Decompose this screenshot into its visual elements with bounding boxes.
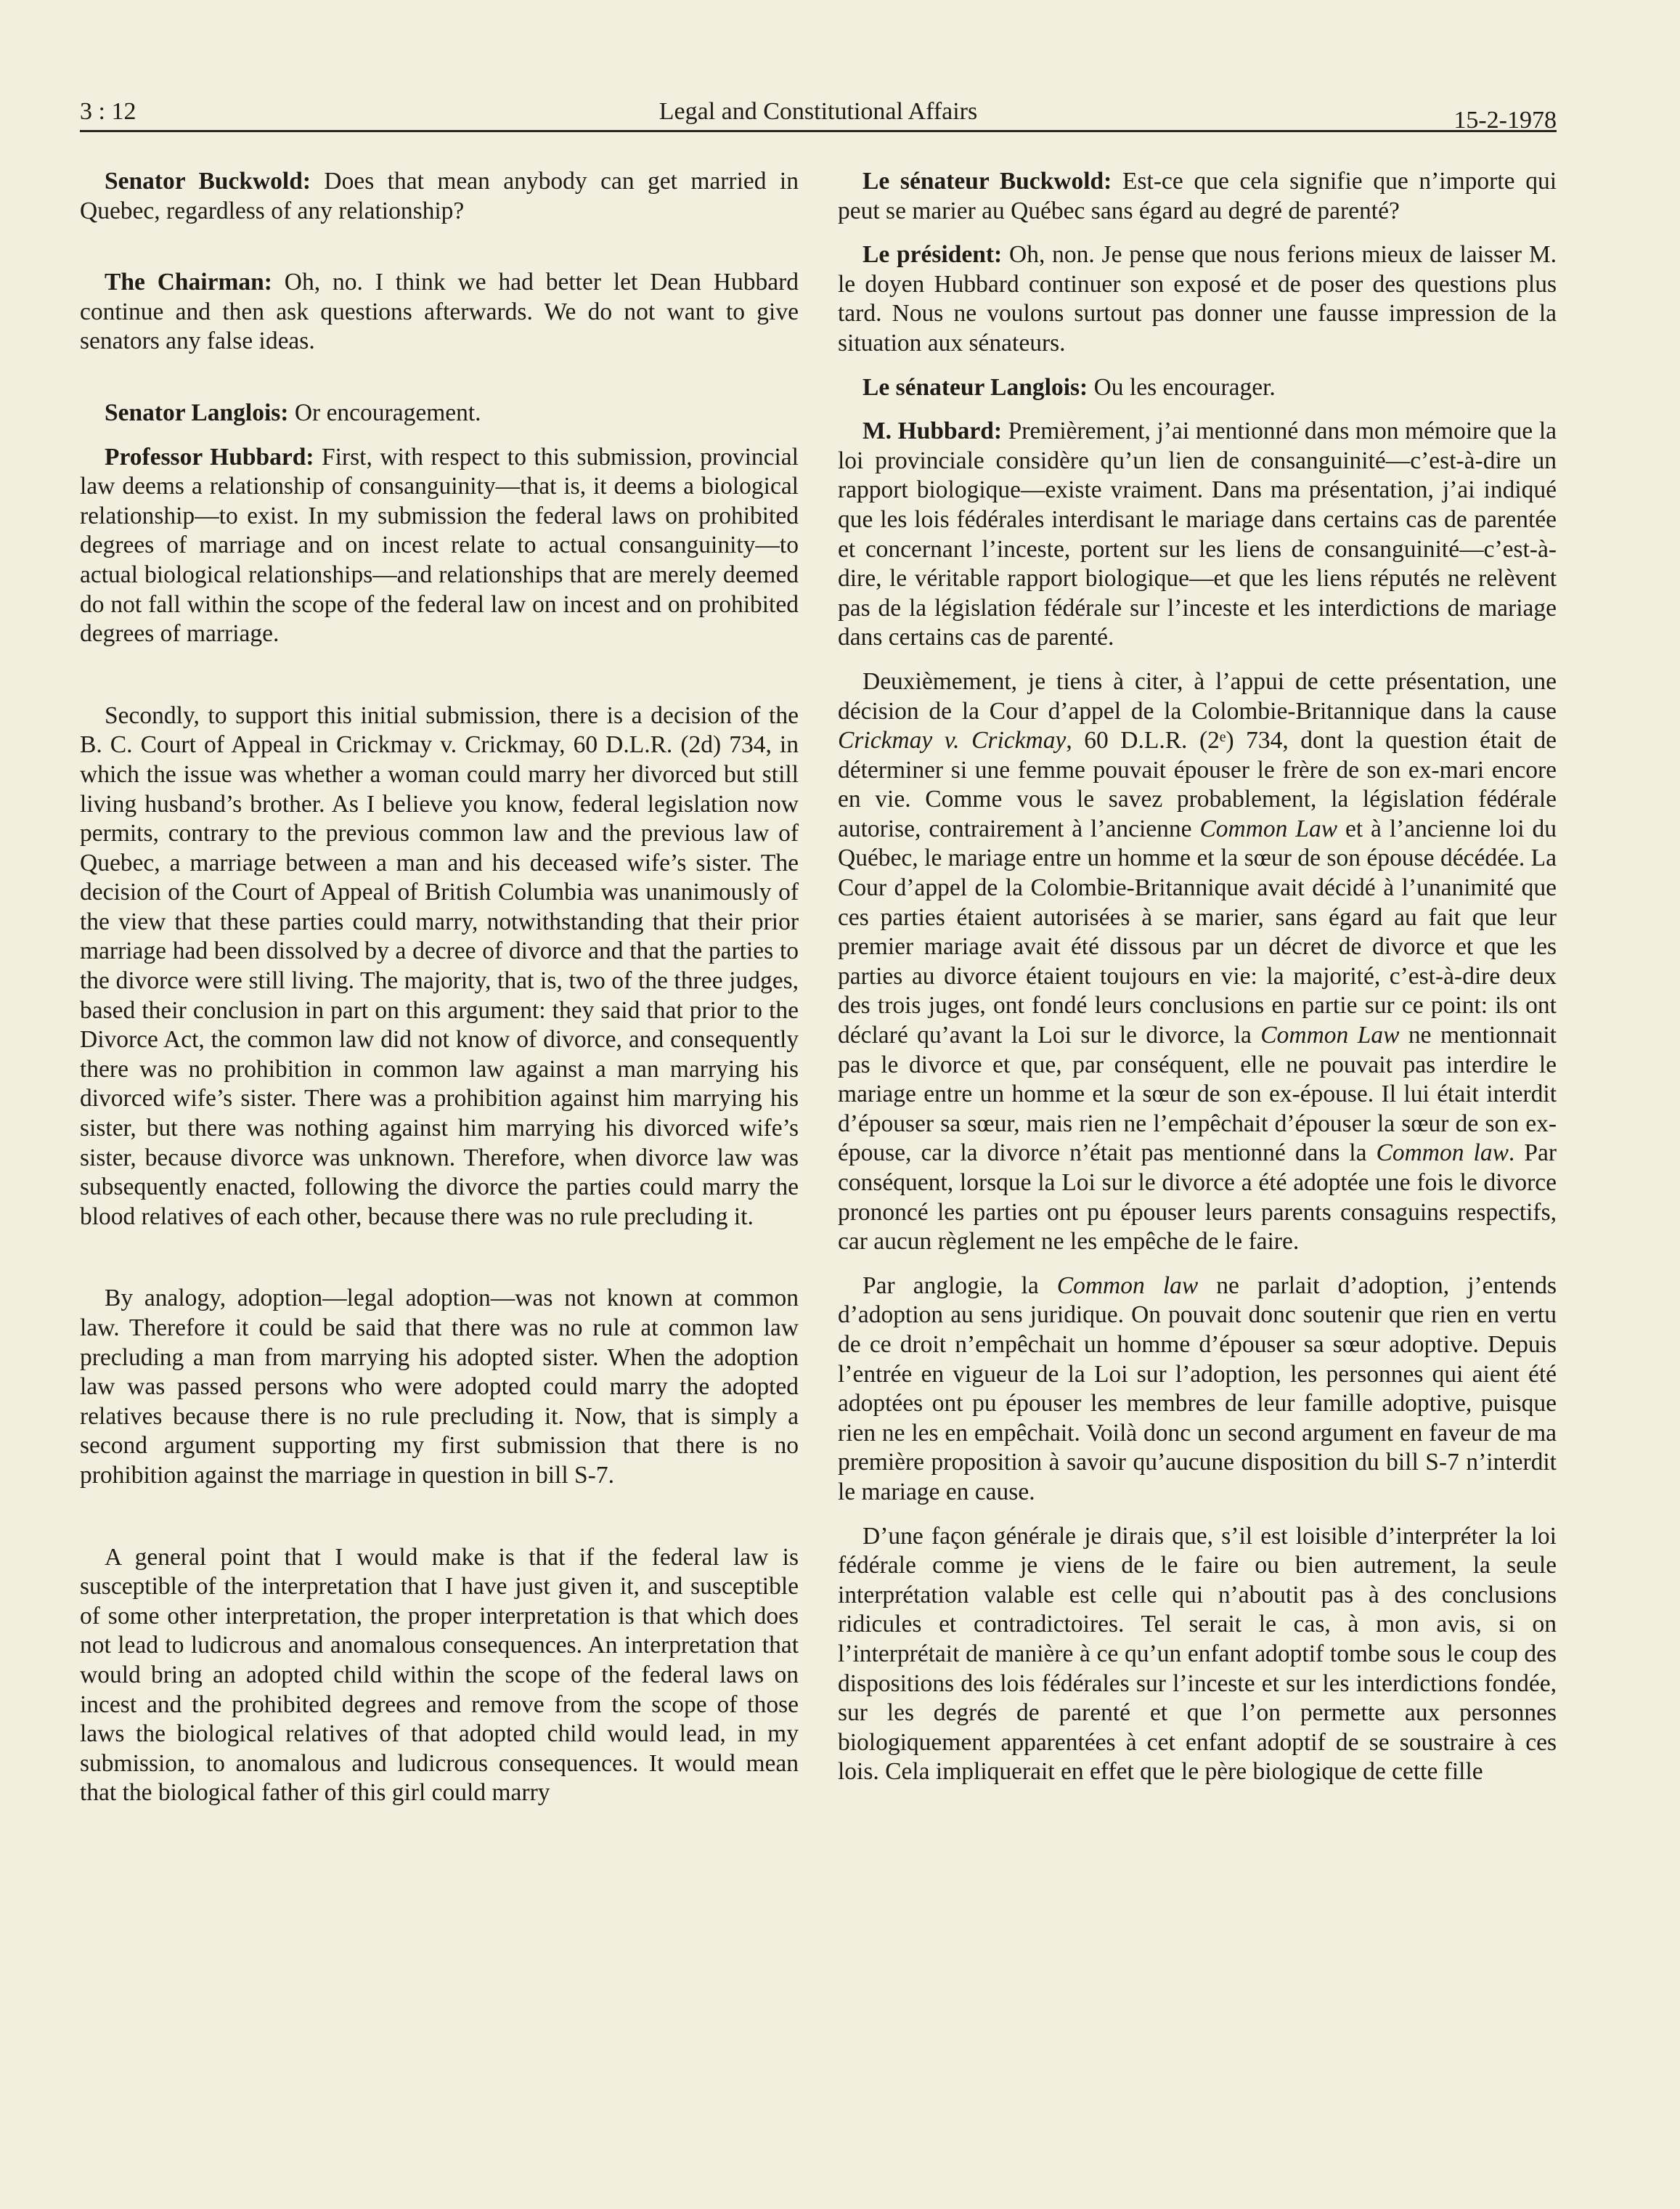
speaker-name: Le président: bbox=[863, 241, 1003, 269]
paragraph-text: Oh, no. I think we had better let Dean Hubbard continue and then ask questions afterwards. We do not want to give senators any false ideas. bbox=[80, 269, 799, 355]
page-header bbox=[80, 98, 1557, 132]
paragraph-text: Est-ce que cela signifie que n’importe qui peut se marier au Québec sans égard au degré de parenté? bbox=[838, 168, 1557, 224]
paragraph bbox=[80, 1284, 799, 1490]
french-column bbox=[838, 167, 1557, 1808]
paragraph bbox=[80, 701, 799, 1232]
paragraph-text: . Par conséquent, lorsque la Loi sur le divorce a été adoptée une fois le divorce prononcé les parties ont pu épouser leurs parents consaguins respectifs, car aucun règlement ne les empêche de le faire. bbox=[838, 1139, 1557, 1256]
paragraph bbox=[838, 417, 1557, 653]
paragraph-text: By analogy, adoption—legal adoption—was not known at common law. Therefore it could be said that there was no rule at common law precluding a man from marrying his adopted sister. When the adoption law was passed persons who were adopted could marry the adopted relatives because there is no rule precluding it. Now, that is simply a second argument supporting my first submission that there is no prohibition against the marriage in question in bill S-7. bbox=[80, 1285, 799, 1489]
paragraph bbox=[80, 268, 799, 357]
term-italic: Common law bbox=[1056, 1272, 1199, 1299]
speaker-name: The Chairman: bbox=[105, 269, 272, 296]
term-italic: Common Law bbox=[1199, 815, 1338, 842]
speaker-name: Professor Hubbard: bbox=[105, 443, 314, 471]
paragraph bbox=[80, 1543, 799, 1808]
speaker-name: Le sénateur Langlois: bbox=[863, 373, 1088, 401]
paragraph bbox=[838, 373, 1557, 403]
paragraph-text: A general point that I would make is that if the federal law is susceptible of the interpretation that I have just given it, and susceptible of some other interpretation, the proper interpretation is that which does not lead to ludicrous and anomalous consequences. An interpretation that would bring an adopted child within the scope of the federal laws on incest and the prohibited degrees and remove from the scope of those laws the biological relatives of that adopted child would lead, in my submission, to anomalous and ludicrous consequences. It would mean that the biological father of this girl could marry bbox=[80, 1543, 799, 1807]
paragraph bbox=[838, 1522, 1557, 1787]
paragraph-text: Par anglogie, la bbox=[863, 1272, 1057, 1299]
speaker-name: Senator Langlois: bbox=[105, 399, 289, 426]
paragraph-text: , 60 D.L.R. (2ᵉ) 734, dont la question était de déterminer si une femme pouvait épouser le frère de son ex-mari encore en vie. Comme vous le savez probablement, la législation fédérale autorise, contrairement à l’ancienne bbox=[838, 727, 1557, 842]
paragraph bbox=[80, 399, 799, 428]
page-number: 3 : 12 bbox=[80, 98, 136, 125]
paragraph-text: ne mentionnait pas le divorce et que, par conséquent, elle ne pouvait pas interdire le mariage entre un homme et la sœur de son ex-épouse. Il lui était interdit d’épouser sa sœur, mais rien ne l’empêchait d’épouser la sœur de son ex-épouse, car la divorce n’était pas mentionné dans la bbox=[838, 1022, 1557, 1167]
term-italic: Common law bbox=[1376, 1139, 1509, 1167]
paragraph bbox=[838, 240, 1557, 358]
paragraph-text: D’une façon générale je dirais que, s’il est loisible d’interpréter la loi fédérale comme je viens de le faire ou bien autrement, la seule interprétation valable est celle qui n’aboutit pas à des conclusions ridicules et contradictoires. Tel serait le cas, à mon avis, si on l’interprétait de manière à ce qu’un enfant adoptif tombe sous le coup des dispositions des lois fédérales sur l’inceste et sur les interdictions fondée, sur les degrés de parenté et que l’on permette aux personnes biologiquement apparentées à cet enfant adoptif de se soustraire à ces lois. Cela impliquerait en effet que le père biologique de cette fille bbox=[838, 1522, 1557, 1786]
paragraph bbox=[80, 167, 799, 226]
paragraph-text: Or encouragement. bbox=[288, 399, 481, 426]
paragraph bbox=[80, 443, 799, 649]
paragraph-text: et à l’ancienne loi du Québec, le mariage entre un homme et la sœur de son épouse décédée. La Cour d’appel de la Colombie-Britannique avait décidé à l’unanimité que ces parties étaient autorisées à se marier, sans égard au fait que leur premier mariage avait été dissous par un décret de divorce et que les parties au divorce étaient toujours en vie: la majorité, c’est-à-dire deux des trois juges, ont fondé leurs conclusions en partie sur ce point: ils ont déclaré qu’avant la Loi sur le divorce, la bbox=[838, 815, 1557, 1049]
paragraph-text: Deuxièmement, je tiens à citer, à l’appui de cette présentation, une décision de la Cour d’appel de la Colombie-Britannique dans la cause bbox=[838, 667, 1557, 725]
paragraph bbox=[838, 167, 1557, 226]
english-column bbox=[80, 167, 799, 1808]
paragraph bbox=[838, 1272, 1557, 1508]
speaker-name: M. Hubbard: bbox=[863, 418, 1002, 445]
paragraph-text: Premièrement, j’ai mentionné dans mon mémoire que la loi provinciale considère qu’un lien de consanguinité—c’est-à-dire un rapport biologique—existe vraiment. Dans ma présentation, j’ai indiqué que les lois fédérales interdisant le mariage dans certains cas de parentée et concernant l’inceste, portent sur les liens de consanguinité—c’est-à-dire, le véritable rapport biologique—et que les liens réputés ne relèvent pas de la législation fédérale sur l’inceste et les interdictions de mariage dans certains cas de parenté. bbox=[838, 418, 1557, 651]
paragraph-text: ne parlait d’adoption, j’entends d’adoption au sens juridique. On pouvait donc soutenir que rien en vertu de ce droit n’empêchait un homme d’épouser sa sœur adoptive. Depuis l’entrée en vigueur de la Loi sur l’adoption, les personnes qui aient été adoptées ont pu épouser les membres de leur famille adoptive, puisque rien ne les en empêchait. Voilà donc un second argument en faveur de ma première proposition à savoir qu’aucune disposition du bill S-7 n’interdit le mariage en cause. bbox=[838, 1272, 1557, 1505]
journal-title: Legal and Constitutional Affairs bbox=[658, 98, 978, 125]
speaker-name: Le sénateur Buckwold: bbox=[863, 168, 1112, 195]
case-name-italic: Crickmay v. Crickmay bbox=[838, 727, 1067, 754]
issue-date: 15-2-1978 bbox=[1453, 107, 1557, 134]
paragraph-text: First, with respect to this submission, provincial law deems a relationship of consanguinity—that is, it deems a biological relationship—to exist. In my submission the federal laws on prohibited degrees of marriage and on incest relate to actual consanguinity—to actual biological relationships—and relationships that are merely deemed do not fall within the scope of the federal law on incest and on prohibited degrees of marriage. bbox=[80, 443, 799, 648]
paragraph-text: Secondly, to support this initial submission, there is a decision of the B. C. Court of Appeal in Crickmay v. Crickmay, 60 D.L.R. (2d) 734, in which the issue was whether a woman could marry her divorced but still living husband’s brother. As I believe you know, federal legislation now permits, contrary to the previous common law and the previous law of Quebec, a marriage between a man and his deceased wife’s sister. The decision of the Court of Appeal of British Columbia was unanimously of the view that these parties could marry, notwithstanding that their prior marriage had been dissolved by a decree of divorce and that the parties to the divorce were still living. The majority, that is, two of the three judges, based their conclusion in part on this argument: they said that prior to the Divorce Act, the common law did not know of divorce, and consequently there was no prohibition in common law against a man marrying his divorced wife’s sister. There was a prohibition against him marrying his sister, but there was nothing against him marrying his divorced wife’s sister, because divorce was unknown. Therefore, when divorce law was subsequently enacted, following the divorce the parties could marry the blood relatives of each other, because there was no rule precluding it. bbox=[80, 701, 799, 1230]
speaker-name: Senator Buckwold: bbox=[105, 168, 311, 195]
term-italic: Common Law bbox=[1260, 1022, 1400, 1049]
two-column-body bbox=[80, 167, 1557, 1808]
paragraph-text: Does that mean anybody can get married in Quebec, regardless of any relationship? bbox=[80, 168, 799, 224]
paragraph-text: Oh, non. Je pense que nous ferions mieux de laisser M. le doyen Hubbard continuer son exposé et de poser des questions plus tard. Nous ne voulons surtout pas donner une fausse impression de la situation aux sénateurs. bbox=[838, 241, 1557, 357]
paragraph-text: Ou les encourager. bbox=[1088, 373, 1276, 401]
paragraph bbox=[838, 667, 1557, 1257]
